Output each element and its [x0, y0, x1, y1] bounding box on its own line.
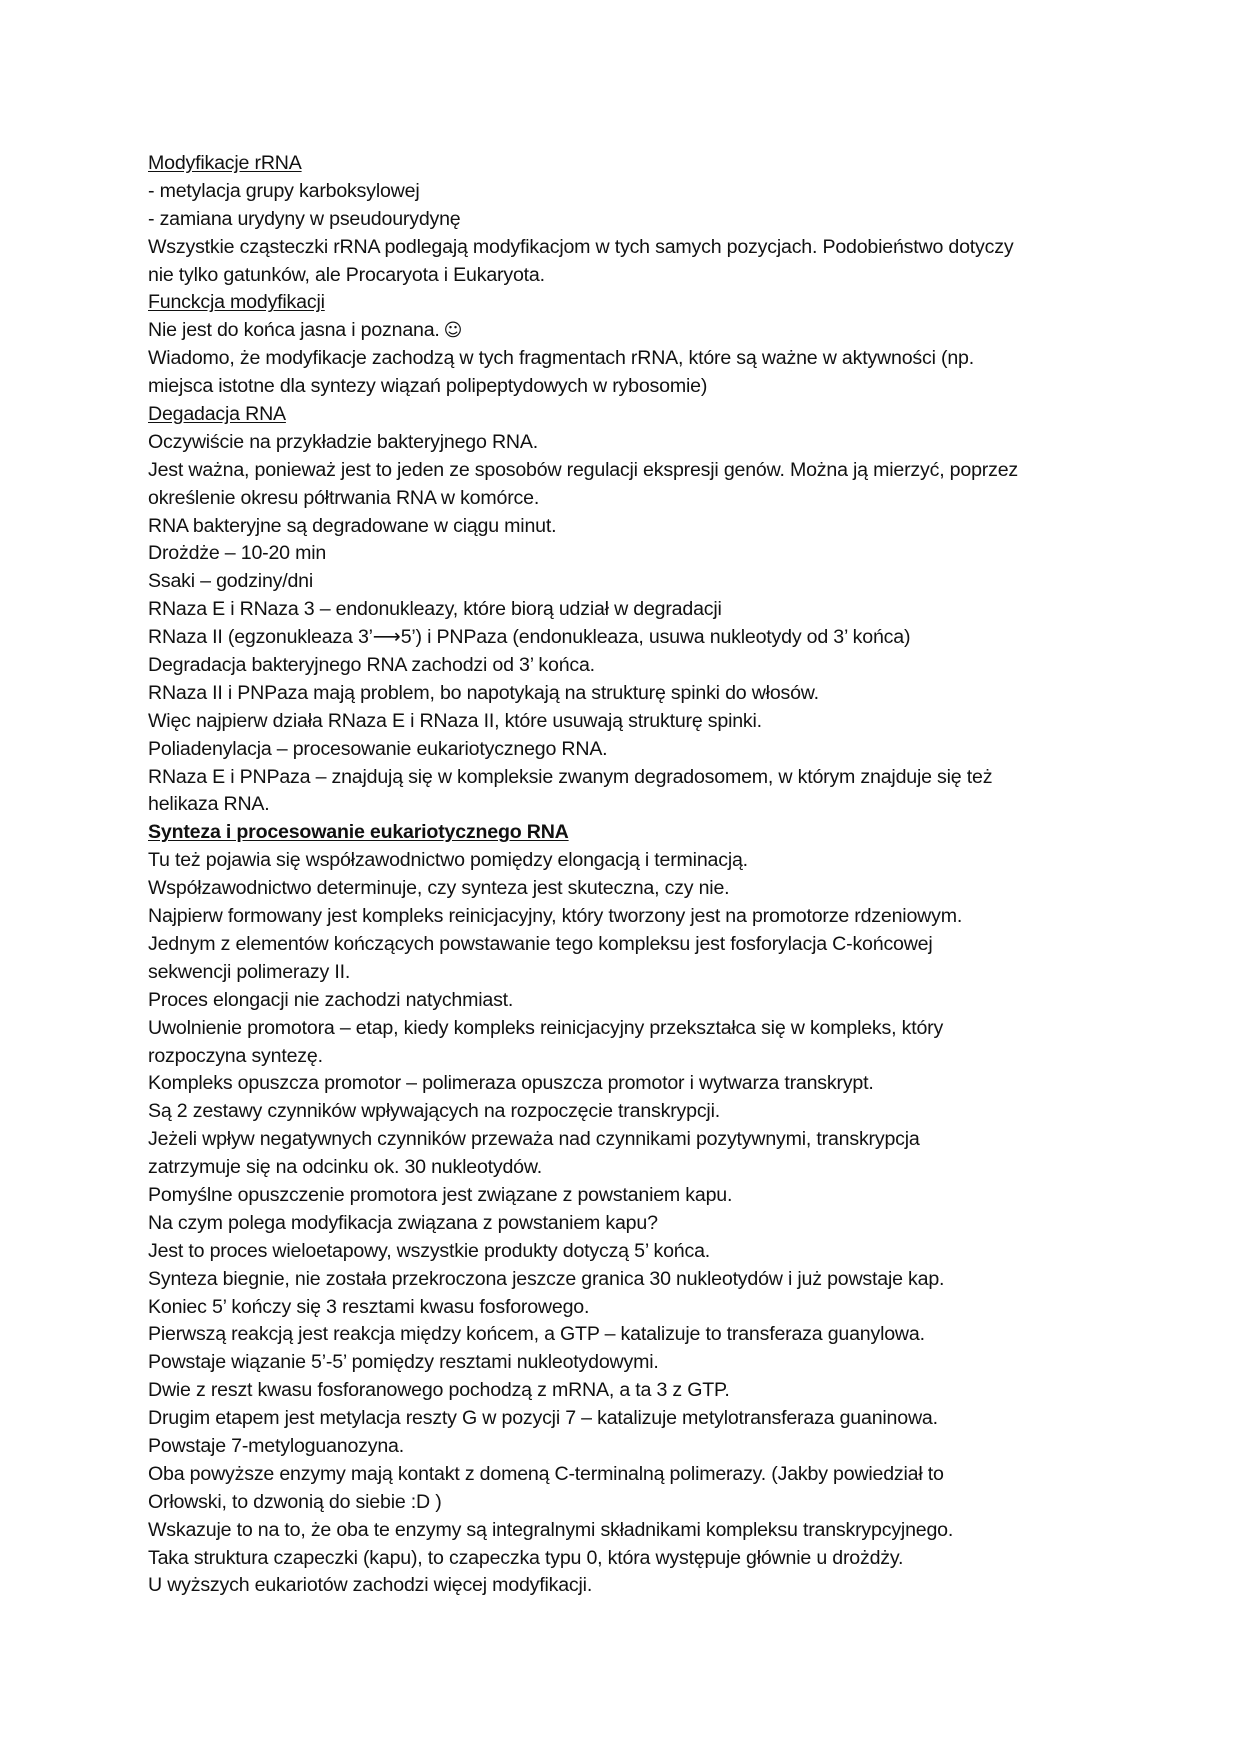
text-line: nie tylko gatunków, ale Procaryota i Eukaryota. [148, 263, 545, 286]
text-line-with-smiley [148, 317, 1108, 345]
text-line: rozpoczyna syntezę. [148, 1044, 323, 1067]
text-line: helikaza RNA. [148, 793, 270, 816]
text-line: Wskazuje to na to, że oba te enzymy są integralnymi składnikami kompleksu transkrypcyjnego. [148, 1518, 954, 1541]
smiley-icon: ☺ [443, 320, 463, 342]
text-line: Oba powyższe enzymy mają kontakt z domeną C-terminalną polimerazy. (Jakby powiedział to [148, 1462, 944, 1485]
text-line: Nie jest do końca jasna i poznana. [148, 319, 440, 342]
text-line: Jest to proces wieloetapowy, wszystkie produkty dotyczą 5’ końca. [148, 1239, 711, 1262]
text-line: określenie okresu półtrwania RNA w komórce. [148, 486, 540, 509]
text-line: miejsca istotne dla syntezy wiązań polipeptydowych w rybosomie) [148, 375, 708, 398]
text-line: Drugim etapem jest metylacja reszty G w pozycji 7 – katalizuje metylotransferaza guaninowa. [148, 1407, 938, 1430]
text-line: Degradacja bakteryjnego RNA zachodzi od 3’ końca. [148, 654, 595, 677]
text-line: Pierwszą reakcją jest reakcja między końcem, a GTP – katalizuje to transferaza guanylowa. [148, 1323, 925, 1346]
text-line: Wszystkie cząsteczki rRNA podlegają modyfikacjom w tych samych pozycjach. Podobieństwo dotyczy [148, 235, 1014, 258]
text-line: RNaza II (egzonukleaza 3’⟶5’) i PNPaza (endonukleaza, usuwa nukleotydy od 3’ końca) [148, 626, 911, 649]
text-line: Synteza biegnie, nie została przekroczona jeszcze granica 30 nukleotydów i już powstaje kap. [148, 1267, 945, 1290]
text-line: Dwie z reszt kwasu fosforanowego pochodzą z mRNA, a ta 3 z GTP. [148, 1379, 730, 1402]
text-line: U wyższych eukariotów zachodzi więcej modyfikacji. [148, 1574, 593, 1597]
heading-modyfikacje-rrna: Modyfikacje rRNA [148, 152, 302, 174]
text-line: Jest ważna, ponieważ jest to jeden ze sposobów regulacji ekspresji genów. Można ją mierzyć, poprzez [148, 458, 1018, 481]
text-line: Drożdże – 10-20 min [148, 542, 327, 565]
text-line: Powstaje 7-metyloguanozyna. [148, 1434, 404, 1457]
document-body [148, 150, 1108, 1600]
text-line: Ssaki – godziny/dni [148, 570, 314, 593]
text-line: RNaza E i RNaza 3 – endonukleazy, które biorą udział w degradacji [148, 598, 722, 621]
heading-synteza-i-procesowanie: Synteza i procesowanie eukariotycznego RNA [148, 821, 569, 844]
text-line: Na czym polega modyfikacja związana z powstaniem kapu? [148, 1211, 658, 1234]
text-line: Wiadomo, że modyfikacje zachodzą w tych fragmentach rRNA, które są ważne w aktywności (np. [148, 347, 974, 370]
text-line: Koniec 5’ kończy się 3 resztami kwasu fosforowego. [148, 1295, 590, 1318]
text-line: Są 2 zestawy czynników wpływających na rozpoczęcie transkrypcji. [148, 1100, 720, 1123]
text-line: Więc najpierw działa RNaza E i RNaza II, które usuwają strukturę spinki. [148, 709, 762, 732]
text-line: Kompleks opuszcza promotor – polimeraza opuszcza promotor i wytwarza transkrypt. [148, 1072, 874, 1095]
text-line: Współzawodnictwo determinuje, czy synteza jest skuteczna, czy nie. [148, 877, 730, 900]
text-line: sekwencji polimerazy II. [148, 960, 351, 983]
heading-degradacja-rna: Degadacja RNA [148, 403, 286, 426]
heading-funkcja-modyfikacji: Funckcja modyfikacji [148, 291, 325, 314]
text-line: - zamiana urydyny w pseudourydynę [148, 207, 461, 230]
text-line: zatrzymuje się na odcinku ok. 30 nukleotydów. [148, 1156, 542, 1179]
text-line: RNaza II i PNPaza mają problem, bo napotykają na strukturę spinki do włosów. [148, 681, 819, 704]
text-line: Jednym z elementów kończących powstawanie tego kompleksu jest fosforylacja C-końcowej [148, 932, 933, 955]
text-line: RNA bakteryjne są degradowane w ciągu minut. [148, 514, 557, 537]
text-line: Tu też pojawia się współzawodnictwo pomiędzy elongacją i terminacją. [148, 849, 748, 872]
text-line: Powstaje wiązanie 5’-5’ pomiędzy resztami nukleotydowymi. [148, 1351, 659, 1374]
text-line: Jeżeli wpływ negatywnych czynników przeważa nad czynnikami pozytywnymi, transkrypcja [148, 1128, 920, 1151]
text-line: Najpierw formowany jest kompleks reinicjacyjny, który tworzony jest na promotorze rdzeniowym. [148, 905, 963, 928]
text-line: Poliadenylacja – procesowanie eukariotycznego RNA. [148, 737, 608, 760]
text-line: Orłowski, to dzwonią do siebie :D ) [148, 1490, 442, 1513]
text-line: Pomyślne opuszczenie promotora jest związane z powstaniem kapu. [148, 1183, 733, 1206]
text-line: Uwolnienie promotora – etap, kiedy kompleks reinicjacyjny przekształca się w kompleks, który [148, 1016, 944, 1039]
text-line: Oczywiście na przykładzie bakteryjnego RNA. [148, 430, 538, 453]
text-line: - metylacja grupy karboksylowej [148, 179, 420, 202]
text-line: RNaza E i PNPaza – znajdują się w kompleksie zwanym degradosomem, w którym znajduje się też [148, 765, 993, 788]
text-line: Taka struktura czapeczki (kapu), to czapeczka typu 0, która występuje głównie u drożdży. [148, 1546, 904, 1569]
text-line: Proces elongacji nie zachodzi natychmiast. [148, 988, 514, 1011]
